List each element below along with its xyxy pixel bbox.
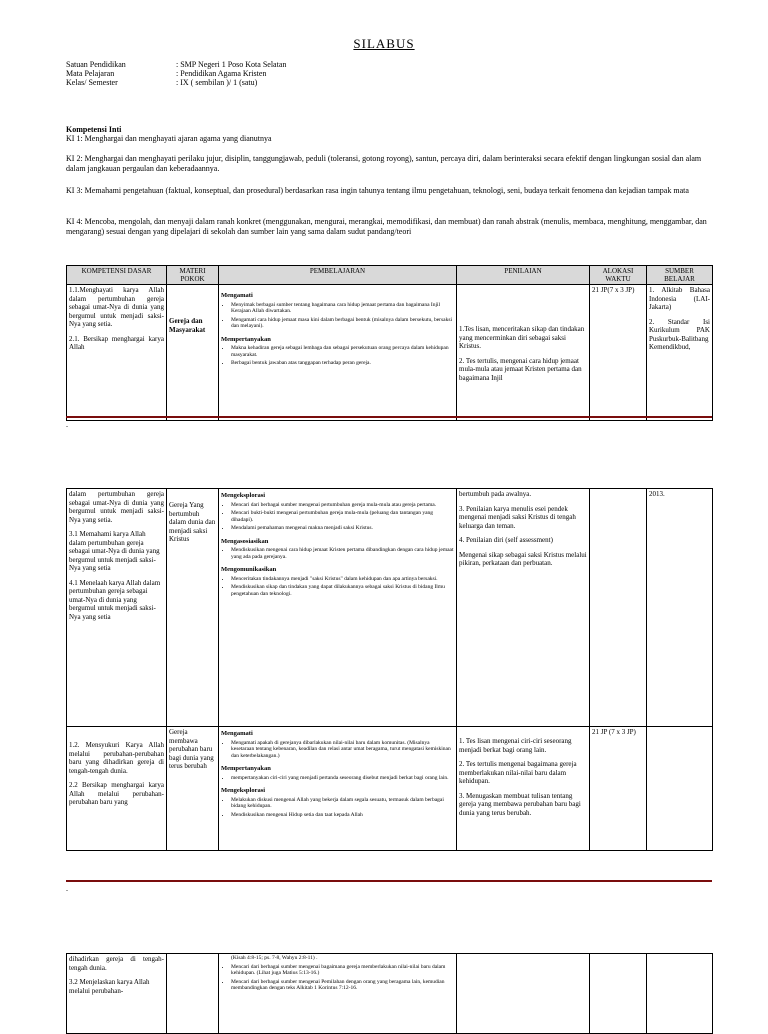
section-heading: Mempertanyakan bbox=[221, 765, 271, 772]
activity-item: • Melakukan diskusi mengenai Allah yang bekerja dalam segala sesuatu, termasuk dalam berbagai bidang kehidupan. bbox=[231, 797, 454, 810]
activity-item: (Kisah 4:8-15; ps. 7-8, Wahyu 2:8-11) . bbox=[231, 955, 318, 961]
silabus-table-3 bbox=[66, 953, 713, 1034]
activity-list bbox=[221, 797, 454, 819]
table-row bbox=[67, 285, 713, 421]
ki-4: KI 4: Mencoba, mengolah, dan menyaji dalam ranah konkret (menggunakan, mengurai, merangkai, memodifikasi, dan membuat) dan ranah abstrak (menulis, membaca, menghitung, menggambar, dan mengarang) sesuai dengan yang dipelajari di sekolah dan sumber lain yang sama dalam sudut pandang/teori bbox=[66, 217, 707, 236]
kd-text: 2.2 Bersikap menghargai karya Allah melalui perubahan-perubahan baru yang bbox=[69, 781, 164, 806]
activity-list bbox=[221, 740, 454, 760]
meta-key: Satuan Pendidikan bbox=[66, 60, 126, 69]
kd-text: 1.2. Mensyukuri Karya Allah melalui perubahan-perubahan baru yang dihadirkan gereja di tengah-tengah dunia. bbox=[69, 741, 164, 775]
penilaian-text: 4. Penilaian diri (self assessment) bbox=[459, 536, 553, 544]
pembelajaran-cell bbox=[219, 954, 457, 1034]
section-heading: Mengeksplorasi bbox=[221, 787, 266, 794]
penilaian-cell bbox=[457, 285, 590, 421]
document-meta bbox=[66, 60, 286, 87]
kd-text: 1.1.Menghayati karya Allah dalam pertumbuhan gereja sebagai umat-Nya di dunia yang bergumul untuk menjadi saksi-Nya yang setia. bbox=[69, 286, 164, 328]
penilaian-text: 1. Tes lisan mengenai ciri-ciri seseorang menjadi berkat bagi orang lain. bbox=[459, 737, 572, 754]
activity-item: • Mendalami pemahaman mengenai makna menjadi saksi Kristus. bbox=[231, 525, 454, 532]
table-row bbox=[67, 954, 713, 1034]
materi-cell: Gereja membawa perubahan baru bagi dunia yang terus berubah bbox=[167, 727, 219, 851]
activity-list bbox=[221, 345, 454, 367]
col-header-penilaian: PENILAIAN bbox=[457, 266, 590, 285]
penilaian-text: 2. Tes tertulis mengenai bagaimana gereja memberlakukan nilai-nilai baru dalam kehidupan. bbox=[459, 760, 577, 785]
penilaian-text: 3. Penilaian karya menulis esei pendek mengenai menjadi saksi Kristus di tengah keluarga dan teman. bbox=[459, 504, 576, 530]
activity-list bbox=[221, 547, 454, 560]
table-row bbox=[67, 489, 713, 727]
kd-cell bbox=[67, 285, 167, 421]
activity-item: • Mencari dari berbagai sumber mengenai pertumbuhan gereja mula-mula atau gereja pertama. bbox=[231, 502, 454, 509]
penilaian-cell bbox=[457, 489, 590, 727]
sumber-cell bbox=[647, 954, 713, 1034]
table-header-row bbox=[67, 266, 713, 285]
sumber-cell: 2013. bbox=[647, 489, 713, 727]
materi-cell bbox=[167, 954, 219, 1034]
activity-item: • Mengamati apakah di gerejanya dibarlakukan nilai-nilai baru dalam komunitas. (Misalnya kesetaraan tentang kebenaran, keadilan dan relasi antar umat beragama, turut mengatasi kemiskinan dan keterbelakangan.) bbox=[231, 740, 454, 760]
kd-cell bbox=[67, 954, 167, 1034]
meta-row bbox=[66, 78, 286, 87]
col-header-materi: MATERI POKOK bbox=[167, 266, 219, 285]
ki-2: KI 2: Menghargai dan menghayati perilaku jujur, disiplin, tanggungjawab, peduli (toleransi, gotong royong), santun, percaya diri, dalam berinteraksi secara efektif dengan lingkungan sosial dan alam dalam jangkauan pergaulan dan keberadaannya. bbox=[66, 154, 702, 173]
activity-list bbox=[221, 576, 454, 598]
col-header-sumber: SUMBER BELAJAR bbox=[647, 266, 713, 285]
activity-item: • Mendiskusikan mengenai cara hidup jemaat Kristen pertama dibandingkan dengan cara hidup jemaat yang ada pada gerejanya. bbox=[231, 547, 454, 560]
activity-list bbox=[221, 302, 454, 330]
penilaian-text: 2. Tes tertulis, mengenai cara hidup jemaat mula-mula atau jemaat Kristen pertama dan bagaimana Injil bbox=[459, 356, 582, 382]
penilaian-text: 3. Menugaskan membuat tulisan tentang gereja yang membawa perubahan baru bagi dunia yang terus berubah. bbox=[459, 791, 581, 817]
section-heading: Mengamati bbox=[221, 730, 253, 737]
activity-item: • Mengamati cara hidup jemaat masa kini dalam berbagai bentuk (misalnya dalam bersekutu, bersaksi dan melayani). bbox=[231, 317, 454, 330]
pembelajaran-cell bbox=[219, 727, 457, 851]
materi-cell: Gereja dan Masyarakat bbox=[167, 285, 219, 421]
meta-key: Kelas/ Semester bbox=[66, 78, 118, 87]
kd-text: 4.1 Menelaah karya Allah dalam pertumbuhan gereja sebagai umat-Nya di dunia yang bergumul untuk menjadi saksi-Nya yang setia bbox=[69, 578, 161, 621]
activity-item: • Menceritakan tindakannya menjadi "saksi Kristus" dalam kehidupan dan apa artinya bersaksi. bbox=[231, 576, 454, 583]
alokasi-cell bbox=[590, 489, 647, 727]
alokasi-cell: 21 JP(7 x 3 JP) bbox=[590, 285, 647, 421]
kd-text: dalam pertumbuhan gereja sebagai umat-Nya di dunia yang bergumul untuk menjadi saksi-Nya yang setia. bbox=[69, 490, 164, 524]
col-header-kd: KOMPETENSI DASAR bbox=[67, 266, 167, 285]
kd-cell bbox=[67, 489, 167, 727]
penilaian-cell bbox=[457, 727, 590, 851]
kd-text: 3.2 Menjelaskan karya Allah melalui perubahan- bbox=[69, 978, 150, 995]
pembelajaran-cell bbox=[219, 489, 457, 727]
penilaian-text: 1.Tes lisan, menceritakan sikap dan tindakan yang mencerminkan diri sebagai saksi Kristus. bbox=[459, 325, 585, 350]
activity-list bbox=[221, 502, 454, 532]
col-header-alokasi: ALOKASI WAKTU bbox=[590, 266, 647, 285]
meta-value: : SMP Negeri 1 Poso Kota Selatan bbox=[176, 60, 287, 69]
kd-text: 3.1 Memahami karya Allah dalam pertumbuhan gereja sebagai umat-Nya di dunia yang bergumul untuk menjadi saksi-Nya yang setia bbox=[69, 530, 160, 572]
stray-mark: . bbox=[66, 420, 68, 429]
ki-3: KI 3: Memahami pengetahuan (faktual, konseptual, dan prosedural) berdasarkan rasa ingin tahunya tentang ilmu pengetahuan, teknologi, seni, budaya terkait fenomena dan kejadian tampak mata bbox=[66, 186, 689, 195]
kd-cell bbox=[67, 727, 167, 851]
penilaian-text: Mengenai sikap sebagai saksi Kristus melalui pikiran, perkataan dan perbuatan. bbox=[459, 550, 587, 567]
activity-item: • Mencari dari berbagai sumber mengenai bagaimana gereja memberlakukan nilai-nilai baru dalam kehidupan. (Lihat juga Matius 5:13-16.) bbox=[231, 964, 454, 977]
activity-item: • Makna kehadiran gereja sebagai lembaga dan sebagai persekutuan orang percaya dalam kehidupan masyarakat. bbox=[231, 345, 454, 358]
silabus-table-1 bbox=[66, 265, 713, 421]
section-heading: Mempertanyakan bbox=[221, 335, 271, 343]
activity-item: • Mendiskusikan sikap dan tindakan yang dapat dilakukannya sebagai saksi Kristus di bidang Ilmu pengetahuan dan teknologi. bbox=[231, 584, 454, 597]
sumber-text: 1. Alkitab Bahasa Indonesia (LAI-Jakarta) bbox=[649, 286, 710, 311]
section-heading: Mengomunikasikan bbox=[221, 566, 277, 573]
silabus-table-2 bbox=[66, 488, 713, 851]
stray-mark: . bbox=[66, 884, 68, 893]
sumber-text: 2. Standar Isi Kurikulum PAK Puskurbuk-Balitbang Kemendikbud, bbox=[649, 317, 710, 351]
sumber-cell bbox=[647, 285, 713, 421]
ki-heading: Kompetensi Inti bbox=[66, 125, 122, 134]
materi-cell: Gereja Yang bertumbuh dalam dunia dan menjadi saksi Kristus bbox=[167, 489, 219, 727]
alokasi-cell bbox=[590, 954, 647, 1034]
activity-item: • Mencari dari berbagai sumber mengenai Pemilahan dengan orang yang beragama lain, kemudian membandingkan dengan teks Alkitab 1 Korintus 7:12-16. bbox=[231, 979, 454, 992]
meta-value: : IX ( sembilan )/ 1 (satu) bbox=[176, 78, 258, 87]
kd-text: 2.1. Bersikap menghargai karya Allah bbox=[69, 334, 164, 351]
meta-row bbox=[66, 60, 286, 69]
alokasi-cell: 21 JP (7 x 3 JP) bbox=[590, 727, 647, 851]
activity-list bbox=[221, 775, 454, 782]
page-break-line bbox=[66, 416, 712, 418]
meta-row bbox=[66, 69, 286, 78]
kd-text: dihadirkan gereja di tengah-tengah dunia. bbox=[69, 955, 164, 972]
activity-list bbox=[221, 955, 454, 992]
activity-item: • mempertanyakan ciri-ciri yang menjadi pertanda seseorang disebut menjadi berkat bagi orang lain. bbox=[231, 775, 454, 782]
col-header-pembelajaran: PEMBELAJARAN bbox=[219, 266, 457, 285]
meta-key: Mata Pelajaran bbox=[66, 69, 115, 78]
penilaian-cell bbox=[457, 954, 590, 1034]
activity-item: • Berbagai bentuk jawaban atas tanggapan terhadap peran gereja. bbox=[231, 360, 454, 367]
pembelajaran-cell bbox=[219, 285, 457, 421]
activity-item: • Menyimak berbagai sumber tentang bagaimana cara hidup jemaat pertama dan bagaimana Injil Kerajaan Allah diwartakan. bbox=[231, 302, 454, 315]
document-title: SILABUS bbox=[353, 36, 415, 51]
ki-1: KI 1: Menghargai dan menghayati ajaran agama yang dianutnya bbox=[66, 134, 272, 143]
meta-value: : Pendidikan Agama Kristen bbox=[176, 69, 267, 78]
section-heading: Mengasosiasikan bbox=[221, 537, 269, 545]
penilaian-text: bertumbuh pada awalnya. bbox=[459, 490, 532, 498]
page-break-line bbox=[66, 880, 712, 882]
table-row bbox=[67, 727, 713, 851]
activity-item: • Mencari bukti-bukti mengenai pertumbuhan gereja mula-mula (peluang dan tantangan yang dihadapi). bbox=[231, 510, 454, 523]
section-heading: Mengeksplorasi bbox=[221, 492, 266, 499]
activity-item: • Mendiskusikan mengenai Hidup setia dan taat kepada Allah bbox=[231, 812, 454, 819]
sumber-cell bbox=[647, 727, 713, 851]
section-heading: Mengamati bbox=[221, 292, 253, 299]
